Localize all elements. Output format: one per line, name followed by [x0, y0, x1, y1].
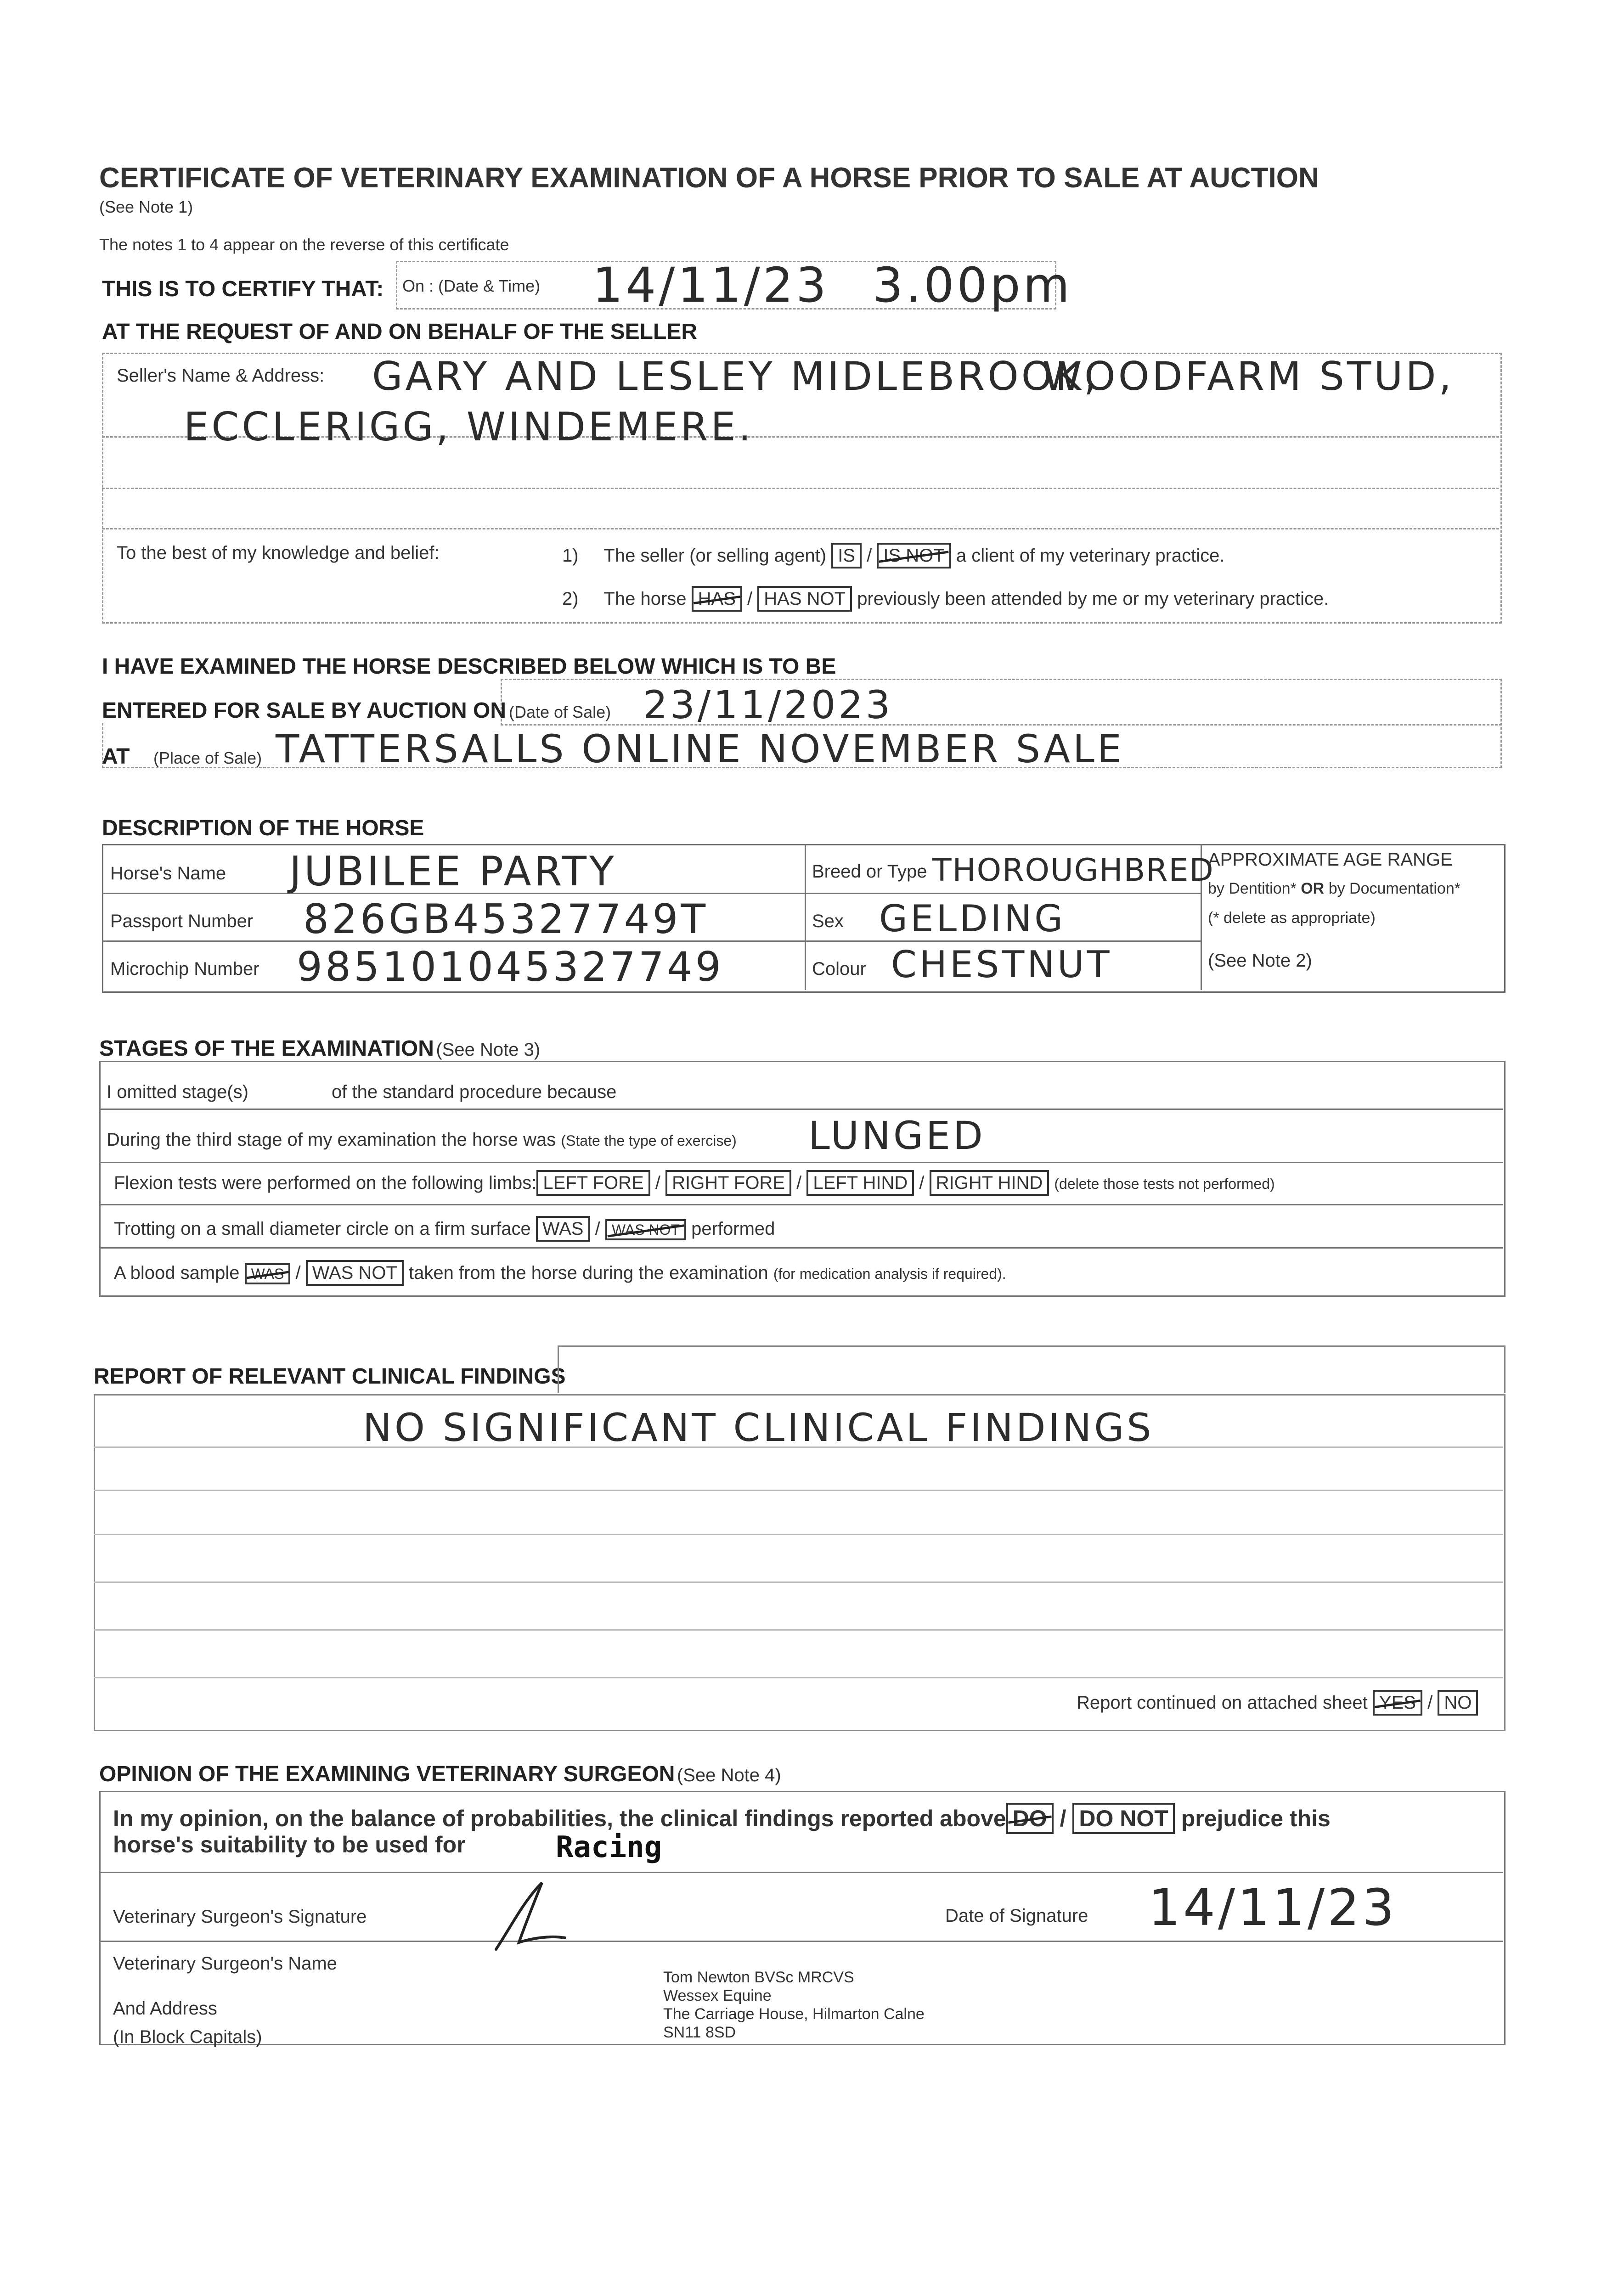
opinion-header: [99, 1761, 781, 1787]
omitted-pre: I omitted stage(s): [107, 1082, 249, 1102]
examined-label: I HAVE EXAMINED THE HORSE DESCRIBED BELOW WHICH IS TO BE: [102, 654, 836, 679]
blood-note: (for medication analysis if required).: [773, 1266, 1006, 1282]
stages-header-text: STAGES OF THE EXAMINATION: [99, 1036, 434, 1061]
flexion-right-hind: RIGHT HIND: [930, 1170, 1049, 1196]
notes-line: The notes 1 to 4 appear on the reverse of this certificate: [99, 235, 509, 254]
blood-post: taken from the horse during the examination: [409, 1263, 768, 1283]
microchip-label: Microchip Number: [110, 959, 259, 979]
item1-pre: The seller (or selling agent): [603, 546, 827, 566]
place-of-sale-label: (Place of Sale): [153, 748, 262, 767]
address-label: And Address: [113, 1998, 217, 2019]
seller-is-option: IS: [831, 543, 862, 568]
trot-pre: Trotting on a small diameter circle on a firm surface: [114, 1219, 531, 1239]
seller-label: Seller's Name & Address:: [117, 366, 325, 386]
omitted-post: of the standard procedure because: [332, 1082, 617, 1102]
sex-label: Sex: [812, 911, 844, 931]
block-capitals-label: (In Block Capitals): [113, 2027, 262, 2047]
opinion-text-pre: In my opinion, on the balance of probabilities, the clinical findings reported above: [113, 1806, 1006, 1831]
seller-is-not-option-struck: IS NOT: [877, 543, 951, 568]
age-method-or: OR: [1301, 880, 1325, 897]
date-of-signature: 14/11/23: [1148, 1878, 1398, 1937]
breed-label: Breed or Type: [812, 861, 927, 882]
date-of-sale: 23/11/2023: [643, 682, 893, 727]
age-method-dentition: by Dentition*: [1208, 880, 1297, 897]
blood-pre: A blood sample: [114, 1263, 240, 1283]
opinion-rule-2: [99, 1941, 1503, 1942]
signature-label: Veterinary Surgeon's Signature: [113, 1907, 367, 1927]
report-rule-4: [94, 1581, 1503, 1583]
trot-row: Trotting on a small diameter circle on a firm surface WAS / WAS NOT performed: [114, 1216, 775, 1242]
at-label: AT: [102, 744, 130, 769]
blood-row: A blood sample WAS / WAS NOT taken from the horse during the examination (for medication analysis if required).: [114, 1260, 1006, 1286]
blood-was-not-option: WAS NOT: [306, 1260, 404, 1286]
certify-label: THIS IS TO CERTIFY THAT:: [102, 277, 384, 301]
report-continued-row: Report continued on attached sheet YES / NO: [1077, 1690, 1478, 1716]
see-note-2: (See Note 2): [1208, 951, 1312, 971]
report-rule-3: [94, 1534, 1503, 1535]
seller-line-1b: WOODFARM STUD,: [1043, 354, 1454, 400]
exam-time: 3.00pm: [873, 257, 1072, 313]
belief-item-2: [562, 586, 1329, 612]
third-stage-text: During the third stage of my examination the horse was: [107, 1130, 556, 1150]
trot-was-not-option-struck: WAS NOT: [605, 1219, 686, 1240]
entered-label: ENTERED FOR SALE BY AUCTION ON: [102, 698, 507, 723]
passport-label: Passport Number: [110, 911, 254, 931]
continued-no: NO: [1438, 1690, 1478, 1716]
sex: GELDING: [879, 897, 1066, 940]
opinion-header-text: OPINION OF THE EXAMINING VETERINARY SURGEON: [99, 1762, 675, 1786]
stamp-line-2: Wessex Equine: [663, 1987, 772, 2004]
flexion-pre: Flexion tests were performed on the following limbs:: [114, 1173, 537, 1193]
opinion-header-note: (See Note 4): [677, 1765, 781, 1785]
practice-stamp: [663, 1968, 925, 2042]
colour: CHESTNUT: [891, 943, 1112, 986]
report-header: REPORT OF RELEVANT CLINICAL FINDINGS: [94, 1364, 566, 1389]
report-header-box: [558, 1345, 1506, 1393]
exercise: LUNGED: [808, 1113, 986, 1158]
seller-rule-2: [102, 488, 1499, 489]
stages-row-1: [99, 1109, 1503, 1110]
description-header: DESCRIPTION OF THE HORSE: [102, 816, 424, 840]
date-of-signature-label: Date of Signature: [945, 1906, 1088, 1926]
item1-post: a client of my veterinary practice.: [956, 546, 1225, 566]
item1-sep: /: [867, 546, 872, 566]
on-label: On : (Date & Time): [402, 276, 541, 295]
horse-has-option-struck: HAS: [692, 586, 742, 612]
surgeon-name-label: Veterinary Surgeon's Name: [113, 1953, 337, 1974]
breed: THOROUGHBRED: [932, 852, 1214, 889]
age-method-documentation: by Documentation*: [1328, 880, 1460, 897]
colour-label: Colour: [812, 959, 866, 979]
date-of-sale-label: (Date of Sale): [509, 703, 611, 721]
item2-sep: /: [747, 589, 753, 609]
belief-label: To the best of my knowledge and belief:: [117, 543, 440, 563]
certificate-title: CERTIFICATE OF VETERINARY EXAMINATION OF A HORSE PRIOR TO SALE AT AUCTION: [99, 162, 1319, 194]
opinion-do-struck: DO: [1006, 1803, 1054, 1834]
item2-post: previously been attended by me or my veterinary practice.: [857, 589, 1329, 609]
item1-num: 1): [562, 546, 579, 566]
request-label: AT THE REQUEST OF AND ON BEHALF OF THE SELLER: [102, 320, 697, 344]
place-of-sale: TATTERSALLS ONLINE NOVEMBER SALE: [276, 726, 1124, 771]
opinion-rule-1: [99, 1872, 1503, 1873]
opinion-text-line-2: horse's suitability to be used for: [113, 1832, 466, 1857]
third-stage-note: (State the type of exercise): [561, 1132, 737, 1149]
exam-date: 14/11/23: [592, 257, 829, 313]
opinion-text-post: prejudice this: [1181, 1806, 1331, 1831]
stages-row-4: [99, 1247, 1503, 1249]
trot-post: performed: [691, 1219, 775, 1239]
stages-row-3: [99, 1204, 1503, 1205]
horse-table-row-1: [102, 893, 1201, 894]
age-range-label: APPROXIMATE AGE RANGE: [1208, 850, 1453, 870]
seller-rule-3: [102, 528, 1499, 529]
seller-line-2: ECCLERIGG, WINDEMERE.: [184, 404, 754, 450]
clinical-finding: NO SIGNIFICANT CLINICAL FINDINGS: [363, 1405, 1154, 1450]
seller-line-1: GARY AND LESLEY MIDLEBROOK,: [372, 354, 1100, 400]
report-continued-label: Report continued on attached sheet: [1077, 1693, 1368, 1713]
flexion-right-fore: RIGHT FORE: [665, 1170, 791, 1196]
passport-number: 826GB45327749T: [303, 895, 709, 943]
item2-pre: The horse: [603, 589, 687, 609]
opinion-text-line-1: In my opinion, on the balance of probabilities, the clinical findings reported above DO / DO NOT prejudice this: [113, 1803, 1331, 1834]
item2-num: 2): [562, 589, 579, 609]
flexion-row: Flexion tests were performed on the following limbs: LEFT FORE / RIGHT FORE / LEFT HIND / RIGHT HIND (delete those tests not performed): [114, 1170, 1275, 1196]
horse-name: JUBILEE PARTY: [289, 848, 617, 895]
blood-was-option-struck: WAS: [245, 1263, 291, 1284]
report-rule-2: [94, 1490, 1503, 1491]
belief-item-1: [562, 543, 1225, 568]
flexion-post: (delete those tests not performed): [1054, 1176, 1275, 1192]
horse-name-label: Horse's Name: [110, 863, 226, 884]
stages-row-2: [99, 1162, 1503, 1163]
microchip-number: 985101045327749: [297, 943, 724, 990]
stages-header: [99, 1036, 540, 1061]
see-note-1: (See Note 1): [99, 197, 193, 216]
stamp-line-3: The Carriage House, Hilmarton Calne: [663, 2005, 925, 2023]
age-delete-note: (* delete as appropriate): [1208, 909, 1376, 927]
horse-has-not-option: HAS NOT: [757, 586, 852, 612]
report-rule-5: [94, 1629, 1503, 1631]
stages-header-note: (See Note 3): [436, 1040, 541, 1060]
signature-scribble: [487, 1874, 570, 1956]
third-stage-row: [107, 1130, 737, 1150]
continued-yes-struck: YES: [1373, 1690, 1422, 1716]
flexion-left-hind: LEFT HIND: [806, 1170, 914, 1196]
trot-was-option: WAS: [536, 1216, 590, 1242]
report-rule-6: [94, 1677, 1503, 1678]
age-method: [1208, 880, 1460, 898]
suitability-use: Racing: [556, 1830, 662, 1864]
stamp-line-4: SN11 8SD: [663, 2024, 736, 2041]
opinion-do-not: DO NOT: [1072, 1803, 1174, 1834]
horse-table-divider-1: [805, 844, 806, 990]
stamp-line-1: Tom Newton BVSc MRCVS: [663, 1969, 854, 1986]
flexion-left-fore: LEFT FORE: [536, 1170, 650, 1196]
